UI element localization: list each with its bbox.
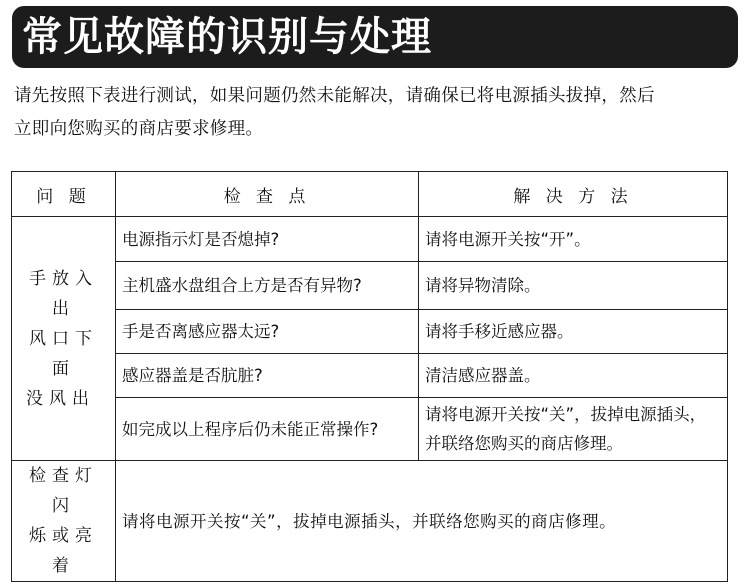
check-cell: 电源指示灯是否熄掉? (116, 217, 419, 262)
check-cell: 如完成以上程序后仍未能正常操作? (116, 398, 419, 461)
table-row (12, 461, 728, 582)
check-cell: 感应器盖是否肮脏? (116, 354, 419, 398)
header-problem: 问 题 (12, 172, 116, 217)
page-title: 常见故障的识别与处理 (22, 14, 432, 60)
problem-line: 没风出 (26, 388, 95, 409)
solution-cell: 请将异物清除。 (419, 262, 728, 310)
table-header-row (12, 172, 728, 217)
problem-line: 烁或亮着 (29, 526, 98, 576)
intro-text (14, 80, 740, 146)
fault-table (11, 171, 728, 582)
table-row (12, 354, 728, 398)
problem-line: 手放入出 (29, 268, 98, 319)
title-banner (12, 6, 738, 68)
table-row (12, 262, 728, 310)
header-check: 检 查 点 (116, 172, 419, 217)
solution-cell: 请将手移近感应器。 (419, 310, 728, 354)
table-row (12, 398, 728, 461)
table-row (12, 310, 728, 354)
table-row (12, 217, 728, 262)
solution-cell: 请将电源开关按“开”。 (419, 217, 728, 262)
solution-cell: 请将电源开关按“关”，拔掉电源插头，并联络您购买的商店修理。 (419, 398, 728, 461)
problem-line: 检查灯闪 (29, 466, 98, 516)
problem-cell-no-wind (12, 217, 116, 461)
check-cell: 手是否离感应器太远? (116, 310, 419, 354)
problem-cell-indicator-flash (12, 461, 116, 582)
header-solution: 解 决 方 法 (419, 172, 728, 217)
action-cell: 请将电源开关按“关”，拔掉电源插头，并联络您购买的商店修理。 (116, 461, 728, 582)
intro-line-1: 请先按照下表进行测试，如果问题仍然未能解决，请确保已将电源插头拔掉，然后 (14, 86, 655, 106)
problem-line: 风口下面 (29, 328, 98, 379)
check-cell: 主机盛水盘组合上方是否有异物? (116, 262, 419, 310)
intro-line-2: 立即向您购买的商店要求修理。 (14, 119, 264, 139)
solution-cell: 清洁感应器盖。 (419, 354, 728, 398)
